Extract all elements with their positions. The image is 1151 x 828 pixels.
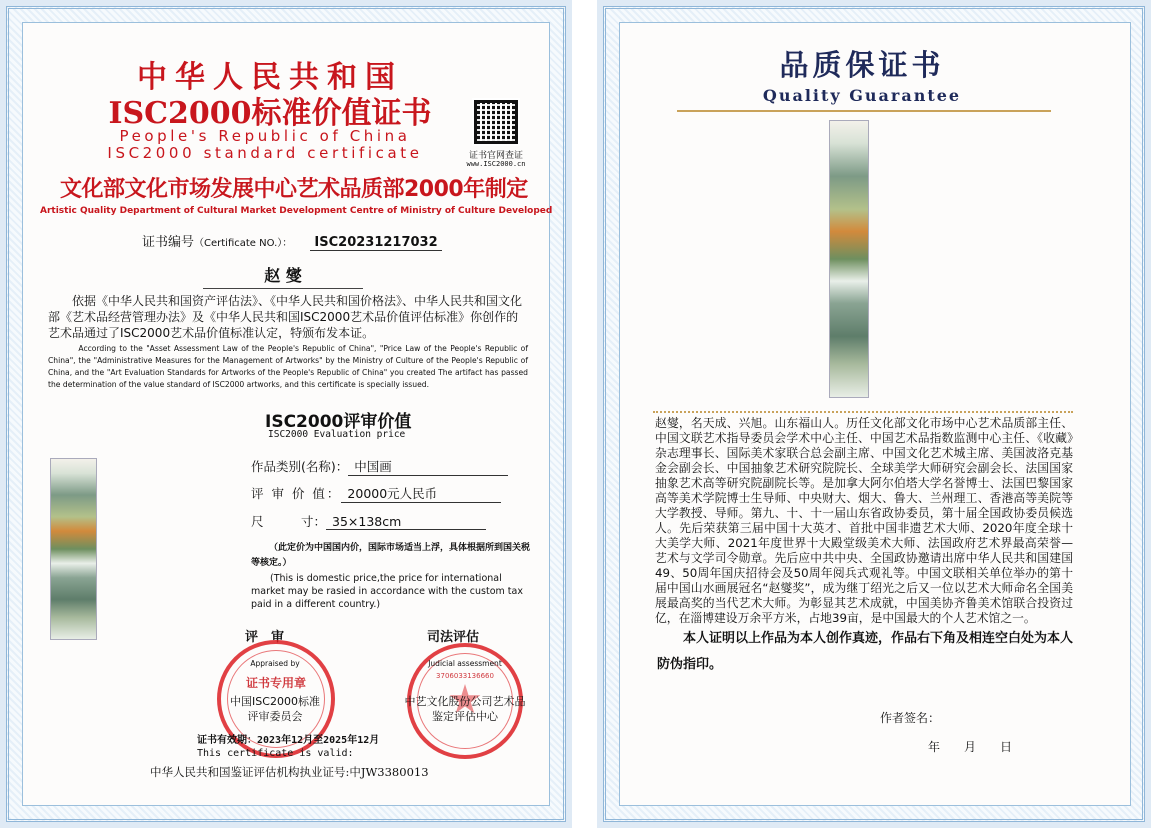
artist-bio: 赵燮，名天成、兴旭。山东福山人。历任文化部文化市场中心艺术品质部主任、中国文联艺术指导委员会学术中心主任、中国艺术品指数监测中心主任、《收藏》杂志理事长、国际美术家联合总会副主席、中国文化艺术城主席、美国波洛克基金会副会长、中国抽象艺术研究院院长、全球美学大师研究会副会长、法国国家抽象艺术高等研究院副院长等。是加拿大阿尔伯塔大学名誉博士、法国巴黎国家高等美术学院博士生导师、中央财大、烟大、鲁大、兰州理工、香港高等美院等大学教授、导师。第九、十、十一届山东省政协委员，第十届全国政协委员候选人。先后荣获第三届中国十大英才、首批中国非遗艺术大师、2020年度全球十大美学大师、2021年度世界十大殿堂级美术大师、法国政府艺术界最高荣誉—艺术与文学司令勋章。先后应中共中央、全国政协邀请出席中华人民共和国建国49、50周年国庆招待会及50周年阅兵式观礼等。中国文联相关单位举办的第十届中国山水画展冠名“赵燮奖”，成为继丁绍光之后又一位以艺术大师命名全国美展最高奖的当代艺术大师。为彰显其艺术成就，中国美协齐鲁美术馆联合投资过亿，在淄博建设万余平方米，占地39亩，是中国最大的个人艺术馆之一。: [655, 416, 1073, 625]
cert-number-label: 证书编号: [142, 235, 195, 250]
qr-url: www.ISC2000.cn: [466, 160, 526, 168]
judicial-line-2: 鉴定评估中心: [432, 710, 498, 723]
date-label: 年 月 日: [928, 740, 1013, 754]
issuer-en: Artistic Quality Department of Cultural Market Development Centre of Ministry of Culture Developed: [40, 206, 553, 216]
appraised-by: Appraised by: [250, 659, 300, 668]
note-cn: （此定价为中国国内价，国际市场适当上浮，具体根据所到国关税等核定。）: [251, 543, 531, 568]
body-cn: 依据《中华人民共和国资产评估法》、《中华人民共和国价格法》、中华人民共和国文化部《艺术品经营管理办法》及《中华人民共和国ISC2000艺术品价值评估标准》你创作的艺术品通过了ISC2000艺术品价值标准认定，特颁布发本证。: [48, 294, 523, 340]
title-cn: 品质保证书: [779, 48, 945, 82]
title-en-2: ISC2000 standard certificate: [107, 144, 423, 162]
field-value-price: [251, 484, 501, 503]
quality-guarantee-page: [597, 0, 1151, 828]
field-label: 尺 寸：: [251, 514, 327, 529]
judicial-line-1: 中艺文化股份公司艺术品: [404, 695, 526, 708]
appraiser-line-1: 中国ISC2000标准: [230, 695, 320, 708]
validity-cn: 证书有效期：2023年12月至2025年12月: [197, 735, 380, 746]
validity-en: This certificate is valid:: [197, 748, 354, 759]
title-en-1: People's Republic of China: [119, 127, 411, 145]
qr-label: 证书官网查证: [468, 151, 523, 161]
field-value: 35×138cm: [326, 514, 486, 530]
field-label: 作品类别(名称)：: [251, 459, 349, 474]
qr-code[interactable]: [474, 100, 518, 144]
field-value: 20000元人民币: [341, 484, 501, 503]
title-en: Quality Guarantee: [762, 86, 962, 105]
issuer-cn: 文化部文化市场发展中心艺术品质部2000年制定: [60, 177, 528, 202]
body-en: According to the "Asset Assessment Law of the People's Republic of China", "Price Law of the People's Republic of China", the "Administrative Measures for the Management of Artworks" by the Ministry of Culture of the People's Republic of China, and the "Art Evaluation Standards for Artworks of the People's Republic of China" you created The artifact has passed the determination of the value standard of ISC2000 artworks, and this certificate is specially issued.: [48, 344, 528, 389]
cert-number: ISC20231217032: [310, 235, 441, 251]
review-label: 评 审: [245, 630, 285, 645]
gold-divider: [677, 110, 1051, 112]
stamp-center-text: 证书专用章: [245, 676, 306, 690]
artwork-image: [829, 120, 869, 398]
evaluation-title: ISC2000评审价值: [265, 412, 412, 432]
artist-name: 赵 燮: [203, 263, 363, 289]
field-size: [251, 512, 486, 530]
judicial-label: 司法评估: [427, 630, 480, 645]
title-certificate: ISC2000标准价值证书: [108, 96, 432, 131]
judicial-en: Judicial assessment: [428, 659, 502, 668]
field-category: [251, 457, 508, 476]
stamp-number: 3706033136660: [436, 672, 494, 680]
title-country: 中华人民共和国: [137, 60, 403, 95]
evaluation-title-en: ISC2000 Evaluation price: [268, 429, 406, 440]
signature-label: 作者签名：: [880, 711, 941, 725]
license-number: 中华人民共和国鉴证评估机构执业证号:中JW3380013: [150, 765, 429, 779]
field-value: 中国画: [348, 457, 508, 476]
cert-number-row: [142, 231, 442, 251]
artwork-thumbnail: [50, 458, 97, 640]
authenticity-statement: 本人证明以上作品为本人创作真迹，作品右下角及相连空白处为本人防伪指印。: [657, 631, 1074, 672]
cert-number-label-en: （Certificate NO.）：: [194, 238, 293, 249]
field-label: 评 审 价 值：: [251, 486, 342, 501]
appraiser-line-2: 评审委员会: [247, 710, 303, 723]
certificate-page: [0, 0, 572, 828]
note-en: (This is domestic price,the price for international market may be rasied in accordance with the custom tax paid in a different country.): [251, 573, 523, 610]
gold-divider: [653, 411, 1073, 413]
